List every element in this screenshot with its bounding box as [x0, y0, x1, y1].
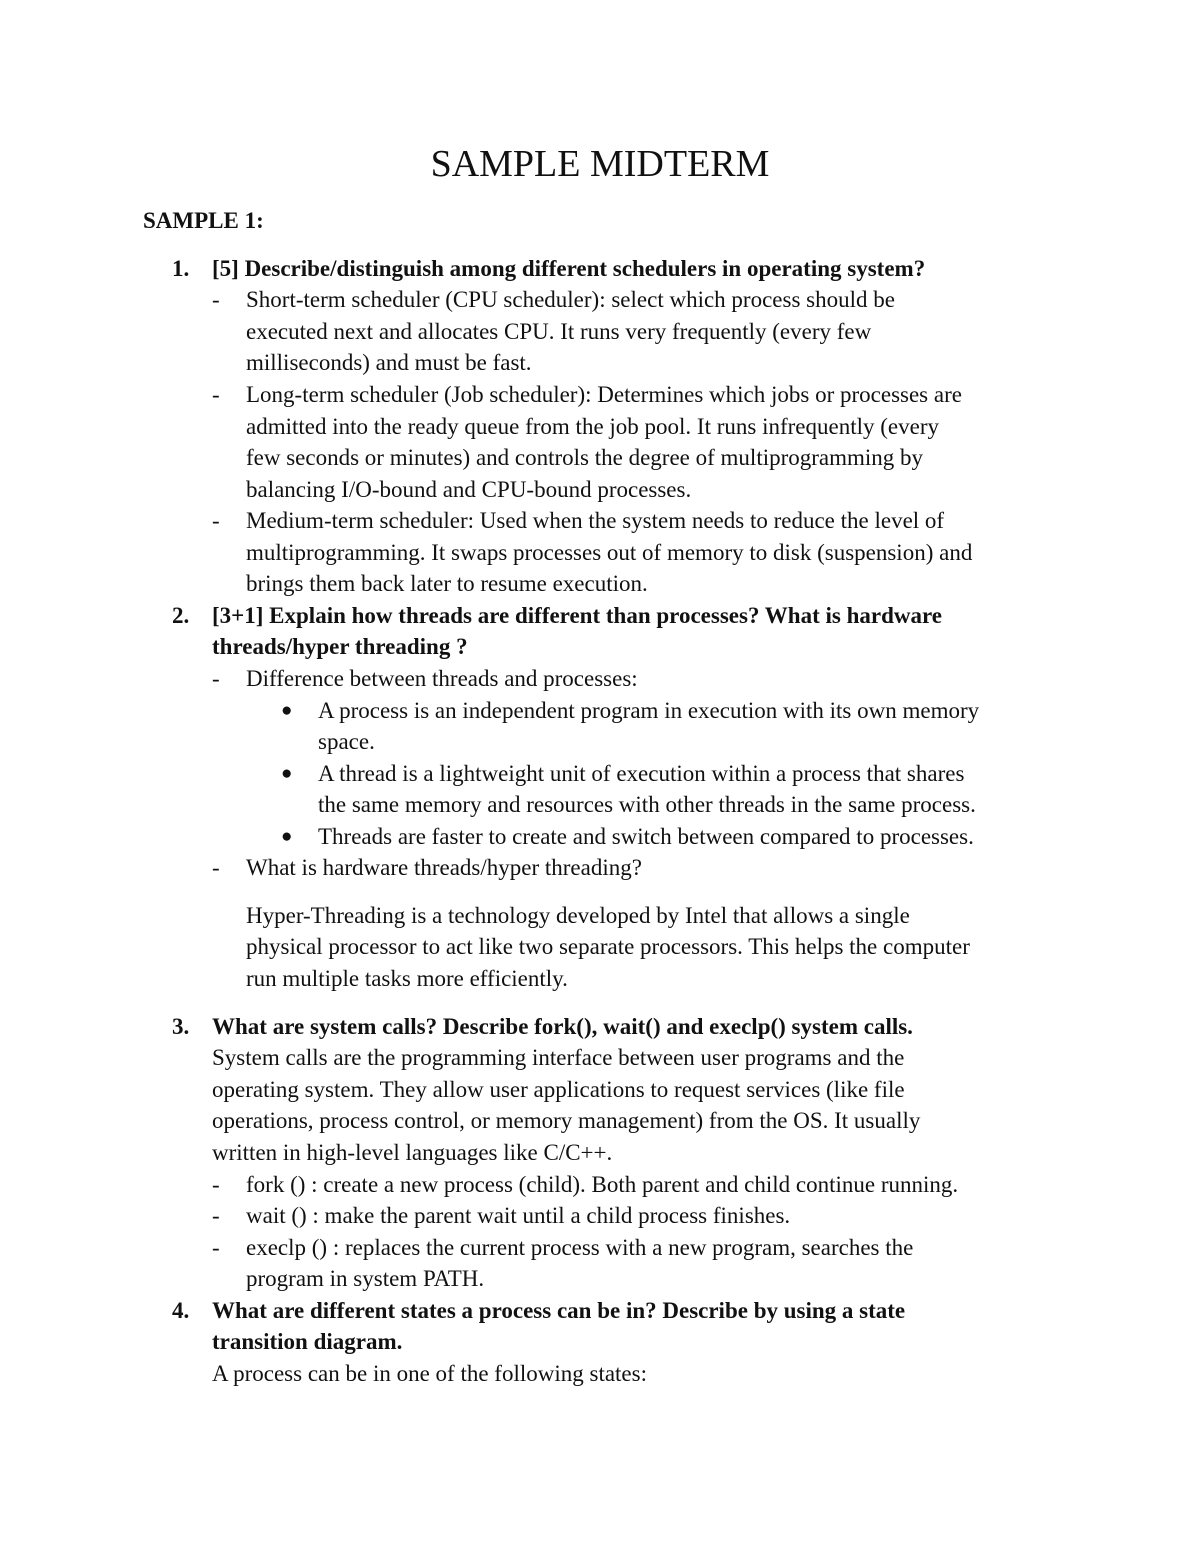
q4-number: 4. — [172, 1298, 190, 1323]
q2-bullet-line: A thread is a lightweight unit of execution within a process that shares — [318, 761, 965, 786]
q3-answer-line: operations, process control, or memory management) from the OS. It usually — [212, 1108, 921, 1133]
q3-answer-line: operating system. They allow user applications to request services (like file — [212, 1077, 905, 1102]
q3-call-line: execlp () : replaces the current process with a new program, searches the — [246, 1235, 914, 1260]
dash-marker: - — [212, 1172, 220, 1197]
page-title: SAMPLE MIDTERM — [430, 143, 770, 185]
q4-question-line: transition diagram. — [212, 1329, 403, 1354]
q1-answer-line: brings them back later to resume execution. — [246, 571, 648, 596]
q1-answer-line: Medium-term scheduler: Used when the system needs to reduce the level of — [246, 508, 945, 533]
q2-bullet-line: Threads are faster to create and switch between compared to processes. — [318, 824, 974, 849]
q1-answer-line: multiprogramming. It swaps processes out of memory to disk (suspension) and — [246, 540, 973, 565]
q2-bullet-line: space. — [318, 729, 375, 754]
q2-hw-answer-line: run multiple tasks more efficiently. — [246, 966, 568, 991]
q2-bullet-line: A process is an independent program in execution with its own memory — [318, 698, 980, 723]
q3-number: 3. — [172, 1014, 190, 1039]
q1-answer-line: Long-term scheduler (Job scheduler): Determines which jobs or processes are — [246, 382, 962, 407]
q1-question: [5] Describe/distinguish among different schedulers in operating system? — [212, 256, 926, 281]
q2-bullet-line: the same memory and resources with other threads in the same process. — [318, 792, 976, 817]
bullet-marker: ● — [281, 826, 293, 847]
dash-marker: - — [212, 508, 220, 533]
q1-answer-line: milliseconds) and must be fast. — [246, 350, 532, 375]
q2-diff-heading: Difference between threads and processes: — [246, 666, 638, 691]
q2-hw-answer-line: Hyper-Threading is a technology developed by Intel that allows a single — [246, 903, 910, 928]
q3-answer-line: written in high-level languages like C/C++. — [212, 1140, 613, 1165]
dash-marker: - — [212, 1235, 220, 1260]
q2-hw-heading: What is hardware threads/hyper threading? — [246, 855, 642, 880]
bullet-marker: ● — [281, 763, 293, 784]
dash-marker: - — [212, 287, 220, 312]
bullet-marker: ● — [281, 700, 293, 721]
q3-call-line: wait () : make the parent wait until a child process finishes. — [246, 1203, 791, 1228]
q1-number: 1. — [172, 256, 190, 281]
q3-answer-line: System calls are the programming interface between user programs and the — [212, 1045, 905, 1070]
q2-question-line: threads/hyper threading ? — [212, 634, 468, 659]
sample-label: SAMPLE 1: — [143, 208, 264, 233]
q1-answer-line: few seconds or minutes) and controls the degree of multiprogramming by — [246, 445, 924, 470]
dash-marker: - — [212, 382, 220, 407]
q4-question-line: What are different states a process can be in? Describe by using a state — [212, 1298, 906, 1323]
q3-question: What are system calls? Describe fork(), wait() and execlp() system calls. — [212, 1014, 913, 1039]
q1-answer-line: Short-term scheduler (CPU scheduler): select which process should be — [246, 287, 895, 312]
dash-marker: - — [212, 666, 220, 691]
q4-answer: A process can be in one of the following states: — [212, 1361, 647, 1386]
q1-answer-line: executed next and allocates CPU. It runs very frequently (every few — [246, 319, 872, 344]
q1-answer-line: balancing I/O-bound and CPU-bound processes. — [246, 477, 692, 502]
q1-answer-line: admitted into the ready queue from the job pool. It runs infrequently (every — [246, 414, 939, 439]
q2-number: 2. — [172, 603, 190, 628]
q2-question-line: [3+1] Explain how threads are different than processes? What is hardware — [212, 603, 942, 628]
dash-marker: - — [212, 1203, 220, 1228]
dash-marker: - — [212, 855, 220, 880]
q3-call-line: fork () : create a new process (child). Both parent and child continue running. — [246, 1172, 959, 1197]
q2-hw-answer-line: physical processor to act like two separate processors. This helps the computer — [246, 934, 970, 959]
q3-call-line: program in system PATH. — [246, 1266, 485, 1291]
